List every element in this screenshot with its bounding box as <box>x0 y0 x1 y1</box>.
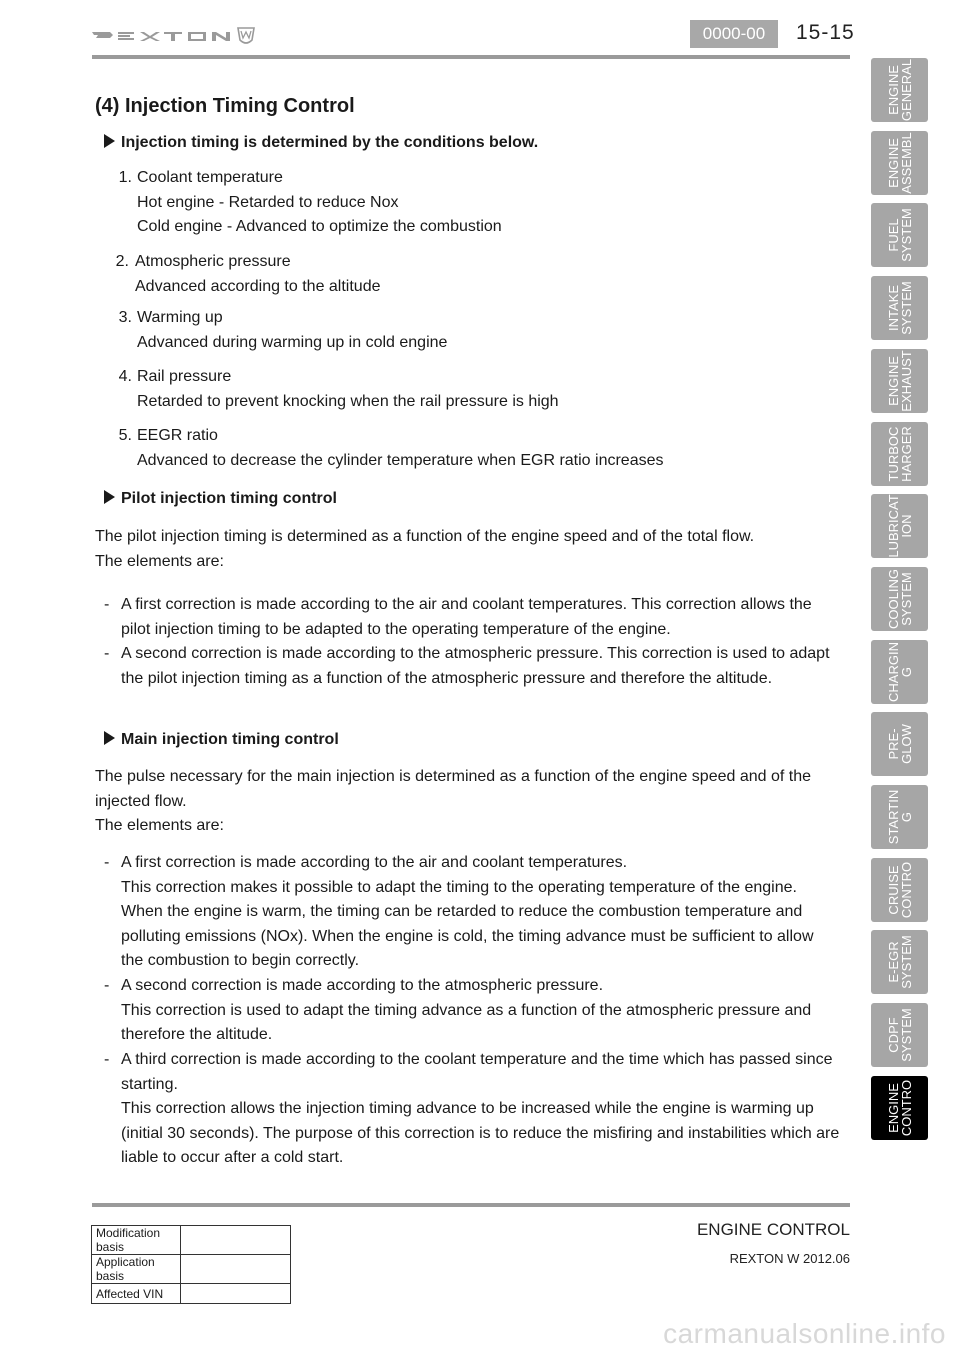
table-row <box>92 1284 291 1304</box>
triangle-bullet-icon <box>104 731 115 745</box>
tab-label: STARTIN G <box>885 789 914 845</box>
main-bullet-2 <box>0 974 860 1049</box>
section2-intro <box>95 525 855 574</box>
bullet-line: A second correction is made according to the atmospheric pressure. This correction is used to adapt <box>121 645 830 662</box>
section3-intro <box>95 765 855 839</box>
bullet-line: liable to occur after a cold start. <box>121 1149 344 1166</box>
tab-engine-general[interactable] <box>871 58 928 122</box>
tab-label: CDPF SYSTEM <box>885 1008 914 1062</box>
dash-bullet: - <box>104 1051 110 1068</box>
bullet-line: the pilot injection timing as a function of the atmospheric pressure and therefore the altitude. <box>121 669 773 687</box>
header-divider <box>92 55 850 59</box>
tab-cdpf-system[interactable] <box>871 1003 928 1067</box>
tab-turbocharger[interactable] <box>871 422 928 486</box>
triangle-bullet-icon <box>104 134 115 148</box>
tab-engine-assembly[interactable] <box>871 131 928 195</box>
item-line: Retarded to prevent knocking when the rail pressure is high <box>137 392 559 410</box>
modification-table <box>91 1225 291 1304</box>
table-label: Affected VIN <box>92 1284 181 1304</box>
bullet-line: This correction allows the injection timing advance to be increased while the engine is warming up <box>121 1100 814 1117</box>
item-line: Cold engine - Advanced to optimize the combustion <box>137 218 502 235</box>
page-title: (4) Injection Timing Control <box>95 95 355 117</box>
item-heading: Warming up <box>137 309 223 326</box>
item-number: 4. <box>118 368 132 385</box>
tab-pre-glow[interactable] <box>871 712 928 776</box>
section2-heading-text: Pilot injection timing control <box>121 490 337 507</box>
tab-label: ENGINE EXHAUST <box>885 350 914 412</box>
paragraph-line: injected flow. <box>95 792 187 810</box>
section3-heading <box>104 731 339 749</box>
page-number: 15-15 <box>796 21 855 44</box>
bullet-line: This correction is used to adapt the timing advance as a function of the atmospheric pressure and <box>121 1001 812 1019</box>
dash-bullet: - <box>104 596 110 613</box>
section1-heading-text: Injection timing is determined by the conditions below. <box>121 134 539 151</box>
bullet-line: polluting emissions (NOx). When the engine is cold, the timing advance must be sufficient to allow <box>121 927 814 945</box>
footer-model: REXTON W 2012.06 <box>729 1251 850 1266</box>
watermark: carmanualsonline.info <box>663 1318 946 1349</box>
tab-label: CHARGIN G <box>885 641 914 702</box>
tab-label: ENGINE ASSEMBL <box>885 131 914 194</box>
tab-engine-control[interactable] <box>871 1076 928 1140</box>
item-line: Advanced to decrease the cylinder temperature when EGR ratio increases <box>137 451 664 469</box>
paragraph-line: The elements are: <box>95 552 224 570</box>
item-heading: Atmospheric pressure <box>135 253 291 270</box>
section2-heading <box>104 490 337 508</box>
table-label: Application basis <box>92 1255 181 1284</box>
pilot-bullet-2 <box>0 642 860 692</box>
bullet-line: When the engine is warm, the timing can be retarded to reduce the combustion temperature and <box>121 903 803 920</box>
bullet-line: starting. <box>121 1075 178 1093</box>
table-value <box>181 1226 291 1255</box>
bullet-line: (initial 30 seconds). The purpose of this correction is to reduce the misfiring and instabilities which are <box>121 1124 840 1142</box>
table-row <box>92 1255 291 1284</box>
tab-charging[interactable] <box>871 640 928 704</box>
bullet-line: A first correction is made according to the air and coolant temperatures. <box>121 854 628 871</box>
item-number: 2. <box>115 253 129 270</box>
item-number: 5. <box>118 427 132 444</box>
item-heading: Rail pressure <box>137 368 232 385</box>
paragraph-line: The pilot injection timing is determined as a function of the engine speed and of the total flow. <box>95 528 755 545</box>
tab-label: TURBOC HARGER <box>885 425 914 482</box>
bullet-line: pilot injection timing to be adapted to the operating temperature of the engine. <box>121 620 671 638</box>
tab-engine-exhaust[interactable] <box>871 349 928 413</box>
item-line: Hot engine - Retarded to reduce Nox <box>137 193 399 211</box>
bullet-line: A first correction is made according to the air and coolant temperatures. This correction allows the <box>121 596 812 613</box>
triangle-bullet-icon <box>104 490 115 504</box>
tab-label: E-EGR SYSTEM <box>885 935 914 990</box>
paragraph-line: The pulse necessary for the main injection is determined as a function of the engine speed and of the <box>95 768 811 785</box>
item-line: Advanced according to the altitude <box>135 277 381 295</box>
item-number: 1. <box>118 169 132 186</box>
dash-bullet: - <box>104 854 110 871</box>
tab-lubrication[interactable] <box>871 494 928 558</box>
section3-heading-text: Main injection timing control <box>121 731 339 748</box>
bullet-line: This correction makes it possible to adapt the timing to the operating temperature of the engine. <box>121 878 797 896</box>
footer-divider <box>92 1203 850 1207</box>
table-label: Modification basis <box>92 1226 181 1255</box>
tab-starting[interactable] <box>871 785 928 849</box>
tab-cooling-system[interactable] <box>871 567 928 631</box>
paragraph-line: The elements are: <box>95 817 224 834</box>
bullet-line: A third correction is made according to the coolant temperature and the time which has passed since <box>121 1051 833 1068</box>
bullet-line: the combustion to begin correctly. <box>121 952 360 969</box>
main-bullet-1 <box>0 851 860 976</box>
bullet-line: A second correction is made according to the atmospheric pressure. <box>121 977 604 994</box>
table-row <box>92 1226 291 1255</box>
main-bullet-3 <box>0 1048 860 1173</box>
item-number: 3. <box>118 309 132 326</box>
item-heading: Coolant temperature <box>137 169 283 186</box>
footer-title: ENGINE CONTROL <box>696 1220 850 1239</box>
bullet-line: therefore the altitude. <box>121 1026 273 1043</box>
tab-label: PRE- GLOW <box>885 724 914 765</box>
tab-fuel-system[interactable] <box>871 203 928 267</box>
dash-bullet: - <box>104 977 110 994</box>
tab-label: FUEL SYSTEM <box>885 208 914 263</box>
tab-cruise-control[interactable] <box>871 858 928 922</box>
table-value <box>181 1284 291 1304</box>
tab-label: ENGINE CONTRO <box>885 1079 914 1136</box>
tab-label: ENGINE GENERAL <box>885 58 914 122</box>
tab-label: CRUISE CONTRO <box>885 861 914 918</box>
brand-logo <box>92 22 260 48</box>
tab-label: INTAKE SYSTEM <box>885 281 914 335</box>
tab-e-egr-system[interactable] <box>871 930 928 994</box>
table-value <box>181 1255 291 1284</box>
tab-label: COOLING SYSTEM <box>885 568 914 629</box>
tab-label: LUBRICAT ION <box>885 494 914 558</box>
section-code-badge: 0000-00 <box>690 20 778 48</box>
tab-intake-system[interactable] <box>871 276 928 340</box>
pilot-bullet-1 <box>0 593 860 643</box>
dash-bullet: - <box>104 645 110 662</box>
item-heading: EEGR ratio <box>137 427 218 444</box>
section1-heading <box>104 134 538 152</box>
item-line: Advanced during warming up in cold engine <box>137 333 448 351</box>
